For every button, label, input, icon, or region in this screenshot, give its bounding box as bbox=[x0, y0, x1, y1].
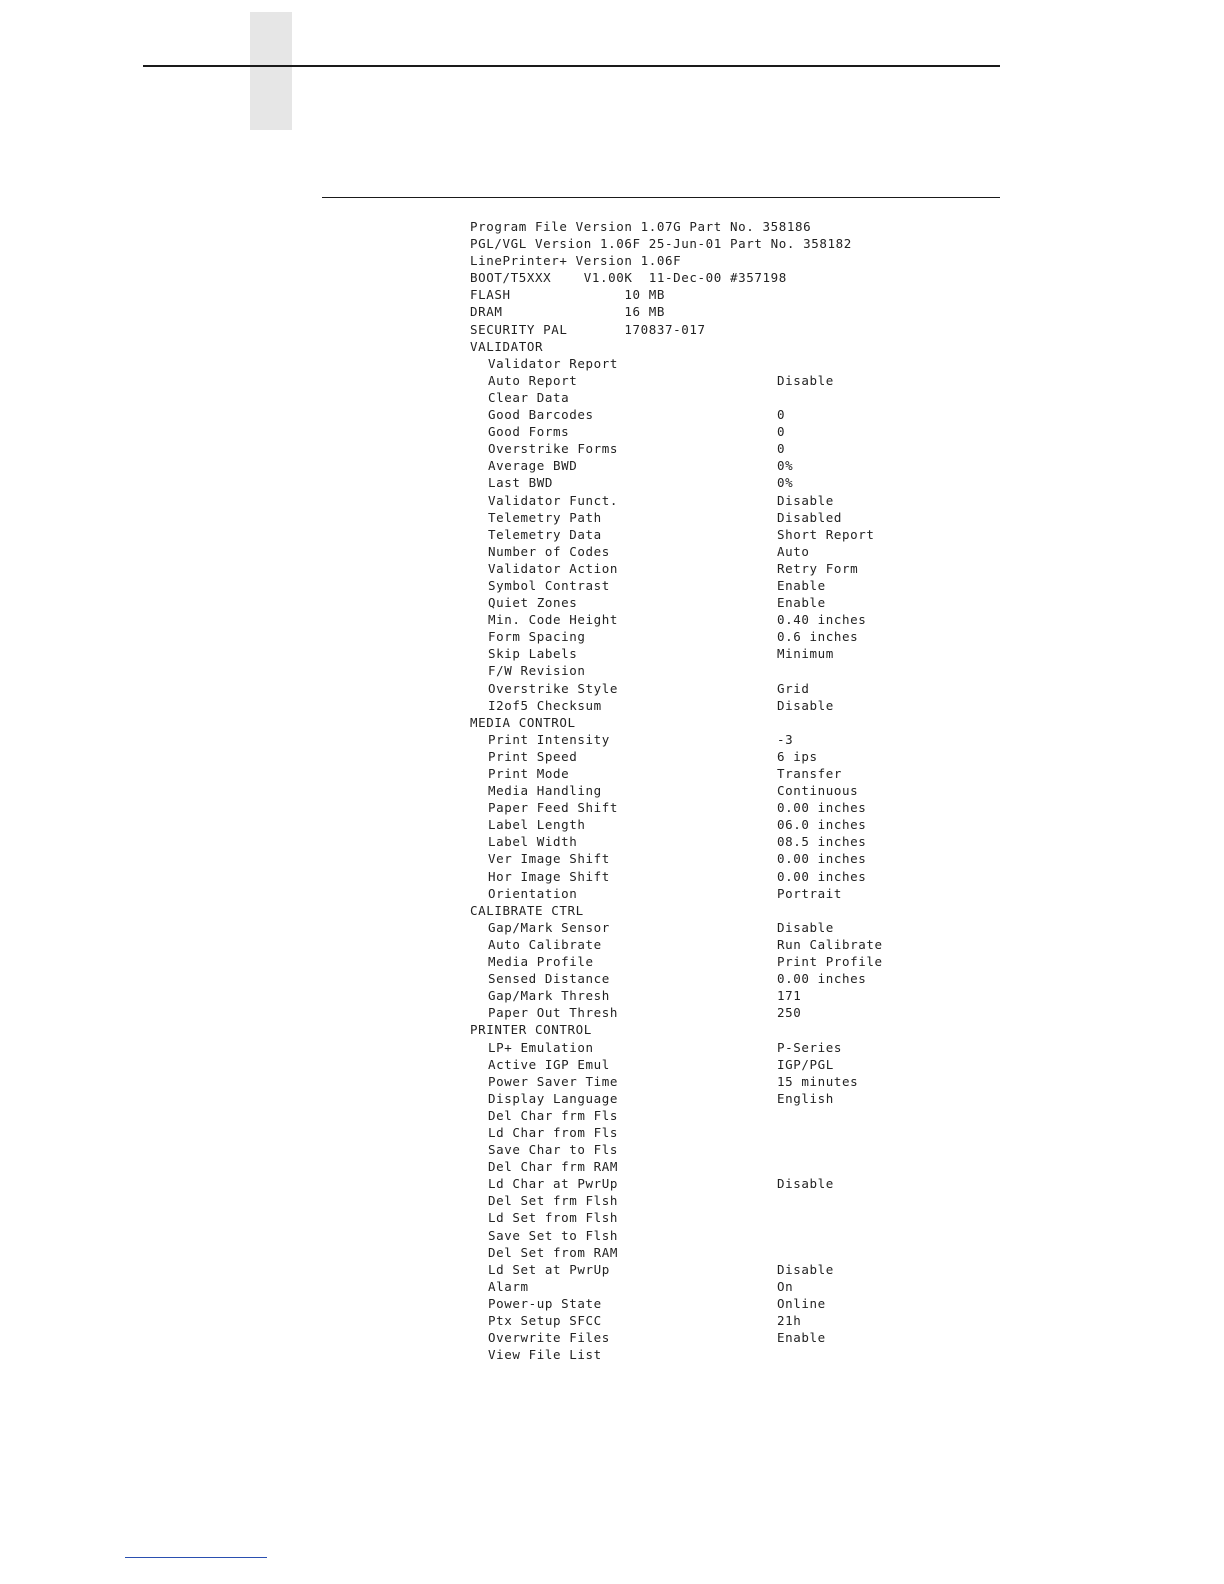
setting-label: Number of Codes bbox=[488, 543, 610, 559]
configuration-printout bbox=[470, 218, 930, 1363]
setting-row bbox=[470, 509, 930, 526]
setting-label: Average BWD bbox=[488, 458, 578, 474]
setting-value: Disable bbox=[777, 372, 834, 388]
setting-label: Overstrike Forms bbox=[488, 441, 619, 457]
setting-value: 15 minutes bbox=[777, 1073, 859, 1089]
header-line: FLASH 10 MB bbox=[470, 287, 666, 303]
setting-row bbox=[470, 868, 930, 885]
setting-value: Disable bbox=[777, 492, 834, 508]
setting-value: 0.00 inches bbox=[777, 971, 867, 987]
setting-label: Save Set to Flsh bbox=[488, 1227, 619, 1243]
setting-label: Skip Labels bbox=[488, 646, 578, 662]
setting-row bbox=[470, 492, 930, 509]
setting-row bbox=[470, 543, 930, 560]
setting-row bbox=[470, 1312, 930, 1329]
setting-row bbox=[470, 1244, 930, 1261]
setting-label: Ld Char from Fls bbox=[488, 1124, 619, 1140]
setting-row bbox=[470, 1295, 930, 1312]
setting-label: Ptx Setup SFCC bbox=[488, 1313, 602, 1328]
setting-value: Online bbox=[777, 1295, 826, 1311]
setting-value: Enable bbox=[777, 577, 826, 593]
setting-row bbox=[470, 1278, 930, 1295]
setting-row bbox=[470, 1261, 930, 1278]
setting-value: Print Profile bbox=[777, 954, 883, 970]
setting-label: Validator Action bbox=[488, 560, 619, 576]
setting-label: Quiet Zones bbox=[488, 595, 578, 611]
setting-value: 0 bbox=[777, 441, 786, 457]
setting-label: Gap/Mark Sensor bbox=[488, 919, 610, 935]
setting-row bbox=[470, 1346, 930, 1363]
setting-row bbox=[470, 611, 930, 628]
section-rule bbox=[322, 197, 1000, 198]
setting-row bbox=[470, 1158, 930, 1175]
setting-value: Minimum bbox=[777, 646, 834, 662]
setting-value: P-Series bbox=[777, 1039, 843, 1055]
setting-label: LP+ Emulation bbox=[488, 1039, 594, 1055]
setting-label: Validator Funct. bbox=[488, 492, 619, 508]
setting-label: Auto Calibrate bbox=[488, 936, 602, 952]
setting-row bbox=[470, 799, 930, 816]
setting-label: Media Profile bbox=[488, 954, 594, 970]
setting-value: Transfer bbox=[777, 766, 843, 781]
setting-row bbox=[470, 816, 930, 833]
setting-label: Symbol Contrast bbox=[488, 577, 610, 593]
setting-value: -3 bbox=[777, 731, 794, 747]
setting-label: Label Length bbox=[488, 817, 586, 833]
setting-value: English bbox=[777, 1090, 834, 1106]
setting-label: Del Set from RAM bbox=[488, 1244, 619, 1260]
setting-row bbox=[470, 1004, 930, 1021]
setting-row bbox=[470, 1073, 930, 1090]
header-line: Program File Version 1.07G Part No. 358186 bbox=[470, 219, 812, 234]
setting-label: Form Spacing bbox=[488, 629, 586, 645]
setting-value: Auto bbox=[777, 543, 810, 559]
setting-row bbox=[470, 1141, 930, 1158]
setting-value: Short Report bbox=[777, 526, 875, 542]
setting-label: Validator Report bbox=[488, 355, 619, 371]
header-line: DRAM 16 MB bbox=[470, 304, 666, 320]
setting-value: Portrait bbox=[777, 885, 843, 901]
setting-value: 0.00 inches bbox=[777, 851, 867, 867]
printout-header bbox=[470, 218, 930, 338]
setting-row bbox=[470, 1090, 930, 1107]
section-title: MEDIA CONTROL bbox=[470, 714, 576, 730]
setting-label: I2of5 Checksum bbox=[488, 697, 602, 713]
setting-label: Paper Feed Shift bbox=[488, 800, 619, 816]
setting-label: Print Intensity bbox=[488, 731, 610, 747]
setting-label: F/W Revision bbox=[488, 663, 586, 679]
setting-value: Disable bbox=[777, 697, 834, 713]
setting-row bbox=[470, 1192, 930, 1209]
setting-row bbox=[470, 1329, 930, 1346]
setting-value: 08.5 inches bbox=[777, 834, 867, 850]
header-line: SECURITY PAL 170837-017 bbox=[470, 321, 706, 337]
setting-label: Ld Set from Flsh bbox=[488, 1210, 619, 1226]
setting-row bbox=[470, 1124, 930, 1141]
setting-label: Ld Char at PwrUp bbox=[488, 1176, 619, 1192]
setting-value: 06.0 inches bbox=[777, 817, 867, 833]
setting-value: Enable bbox=[777, 595, 826, 611]
setting-row bbox=[470, 662, 930, 679]
setting-label: Good Barcodes bbox=[488, 407, 594, 423]
section-title: CALIBRATE CTRL bbox=[470, 902, 584, 918]
setting-value: 0 bbox=[777, 424, 786, 440]
setting-value: 0 bbox=[777, 407, 786, 423]
setting-row bbox=[470, 1175, 930, 1192]
setting-row bbox=[470, 748, 930, 765]
setting-row bbox=[470, 457, 930, 474]
settings-section bbox=[470, 714, 930, 902]
setting-label: Print Mode bbox=[488, 766, 570, 781]
setting-row bbox=[470, 833, 930, 850]
setting-label: Overwrite Files bbox=[488, 1330, 610, 1346]
setting-label: Print Speed bbox=[488, 748, 578, 764]
setting-row bbox=[470, 885, 930, 902]
setting-value: 0% bbox=[777, 458, 794, 474]
setting-label: Del Char frm RAM bbox=[488, 1159, 619, 1175]
settings-section bbox=[470, 902, 930, 1022]
setting-row bbox=[470, 628, 930, 645]
section-title: VALIDATOR bbox=[470, 338, 544, 354]
setting-row bbox=[470, 389, 930, 406]
setting-label: Power-up State bbox=[488, 1295, 602, 1311]
footer-rule bbox=[125, 1557, 267, 1558]
setting-row bbox=[470, 1209, 930, 1226]
setting-label: View File List bbox=[488, 1347, 602, 1363]
setting-row bbox=[470, 440, 930, 457]
setting-row bbox=[470, 372, 930, 389]
setting-label: Clear Data bbox=[488, 389, 570, 405]
setting-label: Display Language bbox=[488, 1090, 619, 1106]
setting-value: 6 ips bbox=[777, 748, 818, 764]
setting-label: Sensed Distance bbox=[488, 971, 610, 987]
setting-value: 0.6 inches bbox=[777, 629, 859, 645]
setting-row bbox=[470, 765, 930, 782]
setting-value: 0.00 inches bbox=[777, 868, 867, 884]
header-line: PGL/VGL Version 1.06F 25-Jun-01 Part No. 358182 bbox=[470, 236, 852, 252]
setting-value: Run Calibrate bbox=[777, 936, 883, 952]
setting-label: Telemetry Data bbox=[488, 526, 602, 542]
setting-row bbox=[470, 697, 930, 714]
setting-label: Telemetry Path bbox=[488, 509, 602, 525]
printout-sections bbox=[470, 338, 930, 1364]
setting-row bbox=[470, 645, 930, 662]
setting-row bbox=[470, 919, 930, 936]
setting-row bbox=[470, 577, 930, 594]
setting-row bbox=[470, 680, 930, 697]
setting-row bbox=[470, 1039, 930, 1056]
setting-value: Continuous bbox=[777, 783, 859, 799]
setting-value: On bbox=[777, 1278, 794, 1294]
setting-label: Paper Out Thresh bbox=[488, 1005, 619, 1021]
setting-value: Grid bbox=[777, 680, 810, 696]
header-line: LinePrinter+ Version 1.06F bbox=[470, 253, 682, 269]
setting-row bbox=[470, 355, 930, 372]
setting-row bbox=[470, 1107, 930, 1124]
setting-label: Ver Image Shift bbox=[488, 851, 610, 867]
setting-label: Hor Image Shift bbox=[488, 868, 610, 884]
setting-label: Save Char to Fls bbox=[488, 1142, 619, 1158]
setting-value: Disable bbox=[777, 1261, 834, 1277]
setting-label: Good Forms bbox=[488, 424, 570, 440]
setting-value: 0% bbox=[777, 475, 794, 491]
setting-row bbox=[470, 953, 930, 970]
setting-row bbox=[470, 850, 930, 867]
setting-label: Min. Code Height bbox=[488, 612, 619, 628]
setting-value: Disabled bbox=[777, 509, 843, 525]
setting-row bbox=[470, 936, 930, 953]
setting-row bbox=[470, 1227, 930, 1244]
setting-value: 171 bbox=[777, 988, 802, 1004]
setting-row bbox=[470, 526, 930, 543]
setting-value: Disable bbox=[777, 1176, 834, 1192]
setting-row bbox=[470, 1056, 930, 1073]
setting-row bbox=[470, 970, 930, 987]
setting-label: Overstrike Style bbox=[488, 680, 619, 696]
setting-value: 0.40 inches bbox=[777, 612, 867, 628]
setting-value: 21h bbox=[777, 1313, 802, 1328]
setting-row bbox=[470, 594, 930, 611]
settings-section bbox=[470, 338, 930, 714]
setting-label: Ld Set at PwrUp bbox=[488, 1261, 610, 1277]
setting-value: IGP/PGL bbox=[777, 1056, 834, 1072]
setting-label: Label Width bbox=[488, 834, 578, 850]
setting-label: Active IGP Emul bbox=[488, 1056, 610, 1072]
setting-value: Retry Form bbox=[777, 560, 859, 576]
setting-label: Power Saver Time bbox=[488, 1073, 619, 1089]
settings-section bbox=[470, 1021, 930, 1363]
setting-row bbox=[470, 782, 930, 799]
setting-value: Disable bbox=[777, 919, 834, 935]
setting-value: 250 bbox=[777, 1005, 802, 1021]
setting-label: Del Set frm Flsh bbox=[488, 1193, 619, 1209]
setting-row bbox=[470, 731, 930, 748]
header-line: BOOT/T5XXX V1.00K 11-Dec-00 #357198 bbox=[470, 270, 787, 286]
setting-row bbox=[470, 560, 930, 577]
setting-label: Media Handling bbox=[488, 783, 602, 799]
section-title: PRINTER CONTROL bbox=[470, 1022, 592, 1038]
setting-row bbox=[470, 474, 930, 491]
setting-value: Enable bbox=[777, 1330, 826, 1346]
header-rule bbox=[143, 65, 1000, 67]
setting-label: Auto Report bbox=[488, 372, 578, 388]
setting-label: Del Char frm Fls bbox=[488, 1107, 619, 1123]
setting-label: Gap/Mark Thresh bbox=[488, 988, 610, 1004]
setting-row bbox=[470, 423, 930, 440]
setting-value: 0.00 inches bbox=[777, 800, 867, 816]
setting-row bbox=[470, 987, 930, 1004]
setting-label: Last BWD bbox=[488, 475, 554, 491]
setting-row bbox=[470, 406, 930, 423]
setting-label: Alarm bbox=[488, 1278, 529, 1294]
chapter-tab-marker bbox=[250, 12, 292, 130]
setting-label: Orientation bbox=[488, 885, 578, 901]
